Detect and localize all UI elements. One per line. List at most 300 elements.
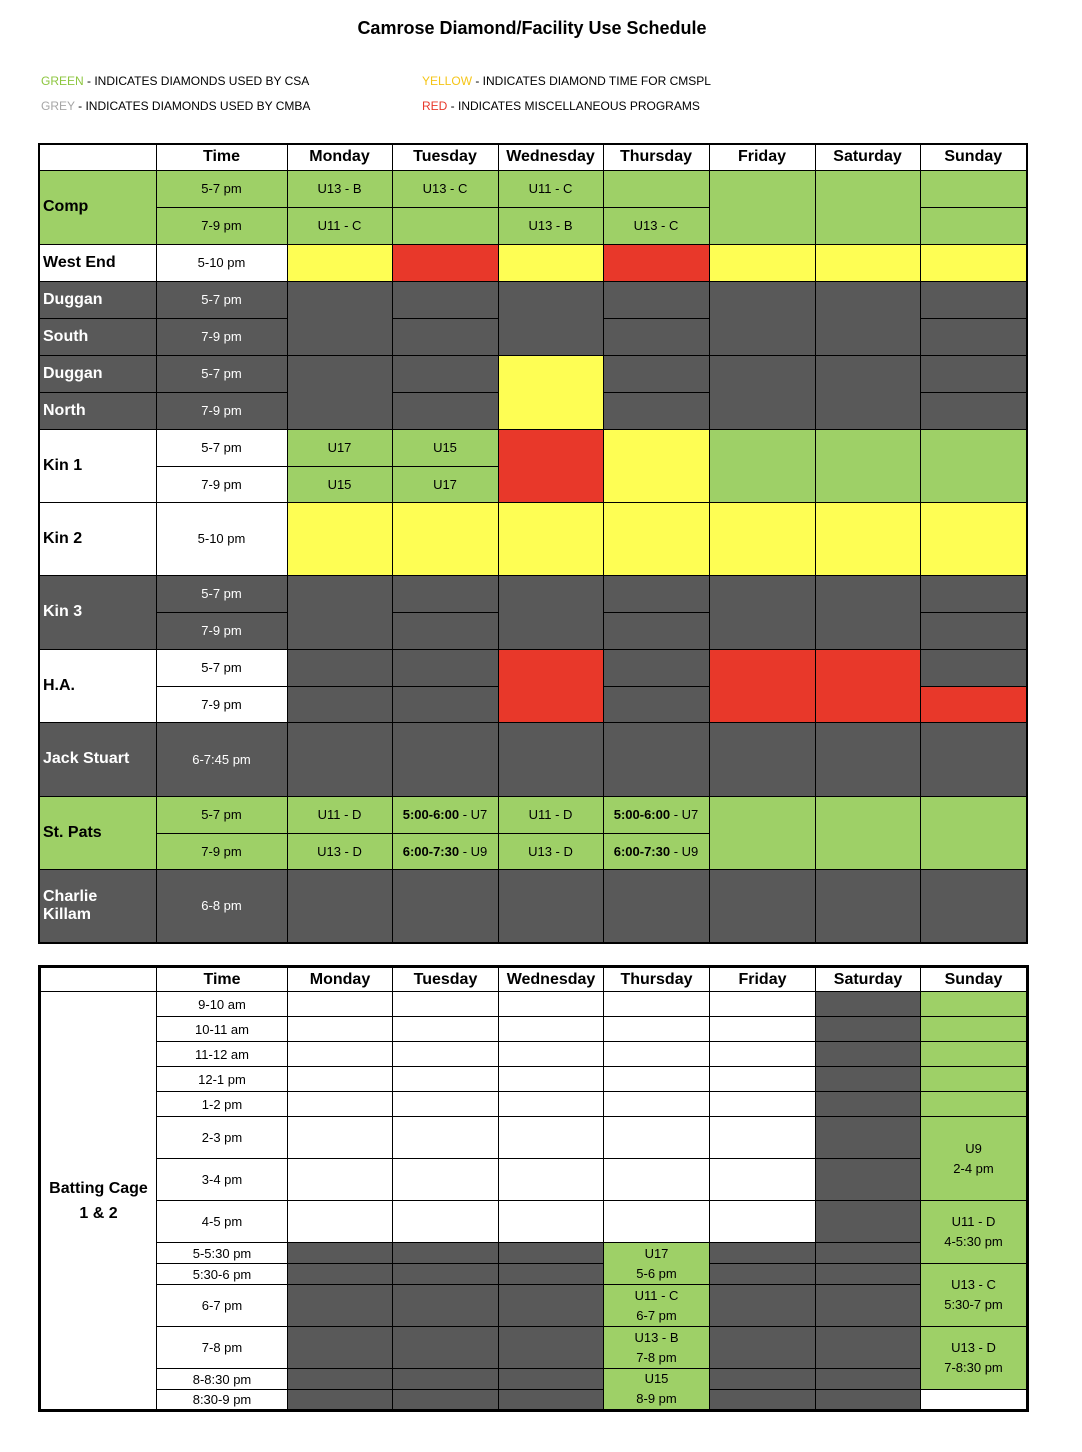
cage-sun-time: 7-8:30 pm	[944, 1360, 1003, 1375]
cage-sat	[816, 1243, 921, 1264]
cage-thu-time: 8-9 pm	[636, 1391, 677, 1406]
cage-tue	[393, 1369, 499, 1390]
cage-sat	[816, 1369, 921, 1390]
cage-sat	[816, 1201, 921, 1243]
cage-wed	[499, 1201, 604, 1243]
ha-sun-1	[920, 649, 1027, 686]
ha-time-1: 5-7 pm	[156, 649, 287, 686]
cage-tue	[393, 1159, 499, 1201]
cage-header-time: Time	[157, 967, 288, 992]
kin1-mon-1: U17	[287, 429, 392, 466]
st-pats-time-2: 7-9 pm	[156, 833, 287, 869]
st-pats-tue-2	[392, 833, 498, 869]
header-blank	[39, 144, 156, 170]
st-pats-mon-1: U11 - D	[287, 796, 392, 833]
ha-row-1	[39, 649, 1027, 686]
west-end-thu	[603, 244, 709, 281]
st-pats-fri	[709, 796, 815, 869]
cage-thu	[604, 1067, 710, 1092]
cage-tue	[393, 992, 499, 1017]
cage-wed	[499, 1369, 604, 1390]
st-pats-wed-2: U13 - D	[498, 833, 603, 869]
legend-cmba-keyword: GREY	[41, 99, 75, 113]
kin3-thu-2	[603, 612, 709, 649]
cage-sat	[816, 1264, 921, 1285]
west-end-mon	[287, 244, 392, 281]
st-pats-thu-2-team: - U9	[670, 843, 699, 859]
kin2-wed	[498, 502, 603, 575]
cage-row	[40, 1243, 1028, 1264]
kin3-sat	[815, 575, 920, 649]
cage-row	[40, 1117, 1028, 1159]
cage-thu	[604, 1092, 710, 1117]
cage-thu	[604, 992, 710, 1017]
kin3-time-2: 7-9 pm	[156, 612, 287, 649]
cage-time: 7-8 pm	[157, 1327, 288, 1369]
cage-sun	[921, 1092, 1028, 1117]
charlie-killam-wed	[498, 869, 603, 943]
cage-tue	[393, 1285, 499, 1327]
cage-mon	[288, 1017, 393, 1042]
duggan-south-sun-2	[920, 318, 1027, 355]
duggan-south-sat	[815, 281, 920, 355]
cage-wed	[499, 1042, 604, 1067]
kin1-fri	[709, 429, 815, 502]
legend-cmba	[41, 99, 310, 113]
st-pats-label: St. Pats	[39, 796, 156, 869]
comp-thu-1	[603, 170, 709, 207]
cage-wed	[499, 1117, 604, 1159]
batting-cage-label-1: Batting Cage	[49, 1179, 148, 1197]
st-pats-sat	[815, 796, 920, 869]
cage-sat	[816, 1117, 921, 1159]
ha-tue-2	[392, 686, 498, 722]
cage-tue	[393, 1264, 499, 1285]
cage-mon	[288, 992, 393, 1017]
cage-time: 6-7 pm	[157, 1285, 288, 1327]
st-pats-thu-2	[603, 833, 709, 869]
duggan-north-label-1: Duggan	[39, 355, 156, 392]
st-pats-sun	[920, 796, 1027, 869]
duggan-south-wed	[498, 281, 603, 355]
cage-wed	[499, 1327, 604, 1369]
cage-sun-booking	[921, 1201, 1028, 1264]
cage-sun-team: U11 - D	[951, 1214, 996, 1229]
cage-sat	[816, 1390, 921, 1411]
duggan-south-thu-2	[603, 318, 709, 355]
duggan-north-tue-1	[392, 355, 498, 392]
page-title: Camrose Diamond/Facility Use Schedule	[357, 18, 707, 38]
cage-thu-booking	[604, 1369, 710, 1411]
cage-header-saturday: Saturday	[816, 967, 921, 992]
ha-sat	[815, 649, 920, 722]
cage-thu	[604, 1201, 710, 1243]
kin1-tue-2: U17	[392, 466, 498, 502]
duggan-south-tue-2	[392, 318, 498, 355]
cage-fri	[710, 1390, 816, 1411]
west-end-row	[39, 244, 1027, 281]
kin2-time: 5-10 pm	[156, 502, 287, 575]
header-thursday: Thursday	[603, 144, 709, 170]
cage-time: 5-5:30 pm	[157, 1243, 288, 1264]
duggan-north-time-1: 5-7 pm	[156, 355, 287, 392]
cage-sun-team: U13 - D	[951, 1340, 996, 1355]
duggan-north-row-1	[39, 355, 1027, 392]
charlie-killam-thu	[603, 869, 709, 943]
duggan-north-thu-2	[603, 392, 709, 429]
charlie-killam-sat	[815, 869, 920, 943]
cage-mon	[288, 1285, 393, 1327]
kin3-tue-1	[392, 575, 498, 612]
duggan-north-sun-2	[920, 392, 1027, 429]
ha-mon-2	[287, 686, 392, 722]
cage-mon	[288, 1159, 393, 1201]
cage-wed	[499, 1264, 604, 1285]
cage-sat	[816, 1017, 921, 1042]
cage-time: 9-10 am	[157, 992, 288, 1017]
cage-sun-time: 4-5:30 pm	[944, 1234, 1003, 1249]
comp-tue-2	[392, 207, 498, 244]
cage-header-thursday: Thursday	[604, 967, 710, 992]
west-end-sat	[815, 244, 920, 281]
cage-sun	[921, 1390, 1028, 1411]
duggan-north-sun-1	[920, 355, 1027, 392]
cage-mon	[288, 1117, 393, 1159]
cage-wed	[499, 1390, 604, 1411]
charlie-killam-row	[39, 869, 1027, 943]
cage-wed	[499, 1067, 604, 1092]
cage-fri	[710, 1243, 816, 1264]
kin2-row	[39, 502, 1027, 575]
cage-tue	[393, 1017, 499, 1042]
cage-sun-team: U13 - C	[951, 1277, 996, 1292]
batting-cage-table	[38, 965, 1029, 1412]
cage-sat	[816, 1159, 921, 1201]
cage-fri	[710, 1285, 816, 1327]
cage-fri	[710, 1067, 816, 1092]
cage-sat	[816, 1327, 921, 1369]
west-end-time: 5-10 pm	[156, 244, 287, 281]
duggan-north-time-2: 7-9 pm	[156, 392, 287, 429]
duggan-north-tue-2	[392, 392, 498, 429]
charlie-killam-label-2: Killam	[43, 905, 92, 923]
duggan-north-label-2: North	[39, 392, 156, 429]
west-end-label: West End	[39, 244, 156, 281]
cage-time: 2-3 pm	[157, 1117, 288, 1159]
kin1-time-1: 5-7 pm	[156, 429, 287, 466]
cage-thu	[604, 1117, 710, 1159]
cage-tue	[393, 1243, 499, 1264]
cage-header-friday: Friday	[710, 967, 816, 992]
kin1-mon-2: U15	[287, 466, 392, 502]
kin3-row-1	[39, 575, 1027, 612]
cage-row	[40, 1067, 1028, 1092]
cage-thu-booking	[604, 1285, 710, 1327]
cage-fri	[710, 992, 816, 1017]
jack-stuart-tue	[392, 722, 498, 796]
comp-time-1: 5-7 pm	[156, 170, 287, 207]
ha-thu-2	[603, 686, 709, 722]
charlie-killam-fri	[709, 869, 815, 943]
cage-time: 12-1 pm	[157, 1067, 288, 1092]
charlie-killam-label	[39, 869, 156, 943]
cage-header-row	[40, 967, 1028, 992]
st-pats-tue-1-time: 5:00-6:00	[402, 807, 460, 822]
cage-header-blank	[40, 967, 157, 992]
duggan-south-thu-1	[603, 281, 709, 318]
batting-cage-label	[40, 992, 157, 1411]
header-tuesday: Tuesday	[392, 144, 498, 170]
west-end-wed	[498, 244, 603, 281]
comp-tue-1: U13 - C	[392, 170, 498, 207]
kin2-mon	[287, 502, 392, 575]
kin3-time-1: 5-7 pm	[156, 575, 287, 612]
cage-sun-booking	[921, 1264, 1028, 1327]
st-pats-thu-1-time: 5:00-6:00	[613, 807, 671, 822]
cage-wed	[499, 992, 604, 1017]
cage-row	[40, 1285, 1028, 1327]
cage-thu-time: 6-7 pm	[636, 1307, 677, 1323]
st-pats-thu-2-time: 6:00-7:30	[613, 843, 671, 859]
cage-thu-team: U17	[644, 1245, 669, 1261]
cage-wed	[499, 1285, 604, 1327]
duggan-south-tue-1	[392, 281, 498, 318]
charlie-killam-mon	[287, 869, 392, 943]
cage-wed	[499, 1092, 604, 1117]
cage-sun-booking	[921, 1117, 1028, 1201]
kin1-thu	[603, 429, 709, 502]
kin3-fri	[709, 575, 815, 649]
cage-time: 4-5 pm	[157, 1201, 288, 1243]
st-pats-tue-1	[392, 796, 498, 833]
cage-row	[40, 1369, 1028, 1390]
cage-row	[40, 1017, 1028, 1042]
cage-sat	[816, 992, 921, 1017]
cage-thu-booking	[604, 1327, 710, 1369]
st-pats-wed-1: U11 - D	[498, 796, 603, 833]
cage-tue	[393, 1117, 499, 1159]
cage-sun-time: 2-4 pm	[953, 1160, 994, 1176]
cage-row	[40, 1327, 1028, 1369]
cage-sat	[816, 1042, 921, 1067]
legend-cmspl-text: - INDICATES DIAMOND TIME FOR CMSPL	[472, 74, 711, 88]
cage-time: 11-12 am	[157, 1042, 288, 1067]
cage-mon	[288, 1327, 393, 1369]
comp-mon-2: U11 - C	[287, 207, 392, 244]
cage-time: 8-8:30 pm	[157, 1369, 288, 1390]
west-end-tue	[392, 244, 498, 281]
cage-fri	[710, 1201, 816, 1243]
duggan-south-label-2: South	[39, 318, 156, 355]
cage-row	[40, 992, 1028, 1017]
jack-stuart-sun	[920, 722, 1027, 796]
cage-sun	[921, 992, 1028, 1017]
cage-tue	[393, 1092, 499, 1117]
st-pats-tue-2-team: - U9	[459, 843, 488, 859]
kin3-tue-2	[392, 612, 498, 649]
cage-thu-booking	[604, 1243, 710, 1285]
cage-thu	[604, 1159, 710, 1201]
cage-fri	[710, 1369, 816, 1390]
comp-fri	[709, 170, 815, 244]
cage-tue	[393, 1067, 499, 1092]
cage-row	[40, 1390, 1028, 1411]
cage-mon	[288, 1369, 393, 1390]
ha-fri	[709, 649, 815, 722]
comp-label: Comp	[39, 170, 156, 244]
kin2-tue	[392, 502, 498, 575]
cage-header-sunday: Sunday	[921, 967, 1028, 992]
cage-sun	[921, 1017, 1028, 1042]
cage-sun	[921, 1067, 1028, 1092]
cage-thu-time: 5-6 pm	[636, 1265, 677, 1281]
cage-thu-team: U13 - B	[634, 1329, 679, 1345]
cage-tue	[393, 1201, 499, 1243]
duggan-south-fri	[709, 281, 815, 355]
cage-row	[40, 1201, 1028, 1243]
comp-mon-1: U13 - B	[287, 170, 392, 207]
charlie-killam-tue	[392, 869, 498, 943]
comp-sun-1	[920, 170, 1027, 207]
cage-thu-time: 7-8 pm	[636, 1349, 677, 1365]
kin1-tue-1: U15	[392, 429, 498, 466]
kin3-mon	[287, 575, 392, 649]
cage-row	[40, 1159, 1028, 1201]
cage-fri	[710, 1159, 816, 1201]
jack-stuart-label: Jack Stuart	[39, 722, 156, 796]
legend-csa	[41, 74, 309, 88]
legend-misc-text: - INDICATES MISCELLANEOUS PROGRAMS	[447, 99, 700, 113]
cage-tue	[393, 1327, 499, 1369]
ha-wed	[498, 649, 603, 722]
st-pats-mon-2: U13 - D	[287, 833, 392, 869]
kin3-thu-1	[603, 575, 709, 612]
cage-tue	[393, 1390, 499, 1411]
cage-wed	[499, 1017, 604, 1042]
cage-fri	[710, 1042, 816, 1067]
st-pats-tue-1-team: - U7	[459, 807, 488, 822]
legend-cmspl-keyword: YELLOW	[422, 74, 473, 88]
cage-fri	[710, 1017, 816, 1042]
cage-mon	[288, 1390, 393, 1411]
cage-mon	[288, 1243, 393, 1264]
jack-stuart-row	[39, 722, 1027, 796]
kin3-wed	[498, 575, 603, 649]
west-end-sun	[920, 244, 1027, 281]
st-pats-tue-2-time: 6:00-7:30	[402, 843, 460, 859]
cage-time: 10-11 am	[157, 1017, 288, 1042]
comp-sat	[815, 170, 920, 244]
cage-mon	[288, 1042, 393, 1067]
header-row	[39, 144, 1027, 170]
cage-fri	[710, 1117, 816, 1159]
st-pats-thu-1	[603, 796, 709, 833]
cage-fri	[710, 1092, 816, 1117]
kin3-sun-2	[920, 612, 1027, 649]
cage-row	[40, 1264, 1028, 1285]
duggan-south-time-1: 5-7 pm	[156, 281, 287, 318]
cage-mon	[288, 1201, 393, 1243]
st-pats-row-1	[39, 796, 1027, 833]
jack-stuart-wed	[498, 722, 603, 796]
comp-row-1	[39, 170, 1027, 207]
duggan-north-fri	[709, 355, 815, 429]
kin2-thu	[603, 502, 709, 575]
jack-stuart-fri	[709, 722, 815, 796]
kin3-label: Kin 3	[39, 575, 156, 649]
ha-tue-1	[392, 649, 498, 686]
ha-mon-1	[287, 649, 392, 686]
cage-time: 3-4 pm	[157, 1159, 288, 1201]
cage-wed	[499, 1159, 604, 1201]
header-time: Time	[156, 144, 287, 170]
cage-thu	[604, 1017, 710, 1042]
cage-sun-booking	[921, 1327, 1028, 1390]
cage-header-tuesday: Tuesday	[393, 967, 499, 992]
ha-label: H.A.	[39, 649, 156, 722]
cage-wed	[499, 1243, 604, 1264]
st-pats-time-1: 5-7 pm	[156, 796, 287, 833]
header-monday: Monday	[287, 144, 392, 170]
duggan-south-label-1: Duggan	[39, 281, 156, 318]
cage-sat	[816, 1092, 921, 1117]
jack-stuart-thu	[603, 722, 709, 796]
cage-tue	[393, 1042, 499, 1067]
west-end-fri	[709, 244, 815, 281]
header-wednesday: Wednesday	[498, 144, 603, 170]
cage-time: 5:30-6 pm	[157, 1264, 288, 1285]
ha-sun-2	[920, 686, 1027, 722]
cage-thu	[604, 1042, 710, 1067]
cage-sun-team: U9	[965, 1140, 982, 1156]
duggan-north-wed	[498, 355, 603, 429]
kin2-sat	[815, 502, 920, 575]
legend-misc	[422, 99, 700, 113]
cage-thu-team: U15	[644, 1371, 669, 1386]
cage-mon	[288, 1092, 393, 1117]
cage-mon	[288, 1264, 393, 1285]
cage-fri	[710, 1264, 816, 1285]
duggan-south-row-1	[39, 281, 1027, 318]
cage-sat	[816, 1067, 921, 1092]
cage-thu-team: U11 - C	[634, 1287, 679, 1303]
cage-header-wednesday: Wednesday	[499, 967, 604, 992]
kin1-time-2: 7-9 pm	[156, 466, 287, 502]
jack-stuart-time: 6-7:45 pm	[156, 722, 287, 796]
kin1-row-1	[39, 429, 1027, 466]
charlie-killam-sun	[920, 869, 1027, 943]
kin1-sat	[815, 429, 920, 502]
cage-row	[40, 1042, 1028, 1067]
header-saturday: Saturday	[815, 144, 920, 170]
legend-cmspl	[422, 74, 711, 88]
cage-sun-time: 5:30-7 pm	[944, 1297, 1003, 1312]
kin2-sun	[920, 502, 1027, 575]
cage-fri	[710, 1327, 816, 1369]
legend-csa-keyword: GREEN	[41, 74, 84, 88]
header-sunday: Sunday	[920, 144, 1027, 170]
kin2-label: Kin 2	[39, 502, 156, 575]
legend-csa-text: - INDICATES DIAMONDS USED BY CSA	[83, 74, 310, 88]
cage-time: 8:30-9 pm	[157, 1390, 288, 1411]
comp-time-2: 7-9 pm	[156, 207, 287, 244]
legend-misc-keyword: RED	[422, 99, 448, 113]
comp-sun-2	[920, 207, 1027, 244]
comp-thu-2: U13 - C	[603, 207, 709, 244]
comp-wed-2: U13 - B	[498, 207, 603, 244]
duggan-north-thu-1	[603, 355, 709, 392]
duggan-north-mon	[287, 355, 392, 429]
